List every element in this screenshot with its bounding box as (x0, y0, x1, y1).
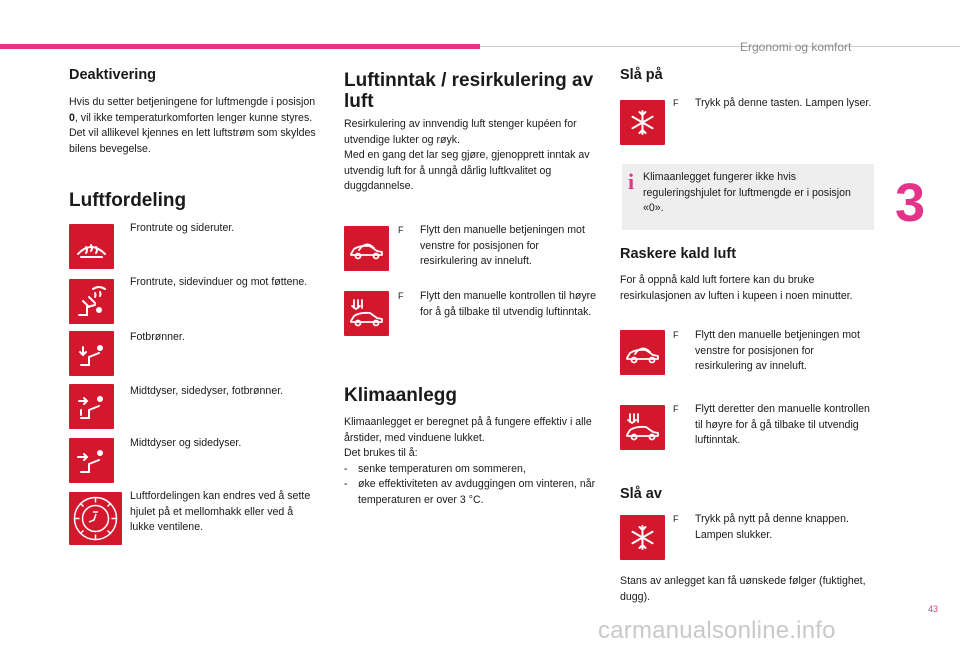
distribution-dial-icon (69, 492, 122, 545)
windscreen-defrost-icon (69, 224, 114, 269)
sla-av-heading: Slå av (620, 486, 662, 502)
outside-air-icon (620, 405, 665, 450)
luftfordeling-item-1-text: Frontrute og sideruter. (130, 222, 235, 234)
list-item: - senke temperaturen om sommeren, (344, 462, 526, 475)
info-box (622, 164, 874, 230)
bullet-marker: F (398, 225, 404, 235)
ac-snowflake-icon (620, 515, 665, 560)
deaktivering-text: Hvis du setter betjeningene for luftmengde i posisjon 0, vil ikke temperaturkomforten lenger kunne styres. Det vil allikevel kjennes en lett luftstrøm som skyldes bilens bevegelse. (69, 96, 316, 155)
sla-av-text: Stans av anlegget kan få uønskede følger (fuktighet, dugg). (620, 575, 866, 603)
raskere-text: For å oppnå kald luft fortere kan du bruke resirkulasjonen av luften i kupeen i noen minutter. (620, 274, 853, 302)
klimaanlegg-list (344, 462, 602, 509)
bullet-text: Flytt den manuelle kontrollen til høyre for å gå tilbake til utvendig luftinntak. (420, 290, 597, 318)
bullet-text: Trykk på denne tasten. Lampen lyser. (695, 97, 872, 109)
header-accent-bar (0, 44, 480, 49)
luftinntak-text: Resirkulering av innvendig luft stenger kupéen for utvendige lukter og røyk. Med en gang det lar seg gjøre, gjenopprett inntak av utvendig luft for å unngå dårlig luftkvalitet og duggdannelse. (344, 118, 590, 192)
header-rule (480, 46, 960, 47)
bullet-text: Flytt den manuelle betjeningen mot venstre for posisjonen for resirkulering av inneluft. (420, 224, 585, 267)
klimaanlegg-heading: Klimaanlegg (344, 385, 457, 406)
bullet-marker: F (398, 291, 404, 301)
face-feet-vent-icon (69, 384, 114, 429)
luftfordeling-heading: Luftfordeling (69, 190, 187, 211)
luftfordeling-item-3-text: Fotbrønner. (130, 331, 185, 343)
bullet-text: Flytt den manuelle betjeningen mot venstre for posisjonen for resirkulering av inneluft. (695, 329, 860, 372)
outside-air-icon (344, 291, 389, 336)
deaktivering-heading: Deaktivering (69, 67, 157, 83)
luftfordeling-item-4-text: Midtdyser, sidedyser, fotbrønner. (130, 385, 284, 397)
list-item: - øke effektiviteten av avduggingen om vinteren, når temperaturen er over 3 °C. (344, 478, 596, 506)
bullet-marker: F (673, 330, 679, 340)
section-header-title: Ergonomi og komfort (740, 40, 852, 54)
luftfordeling-item-6-text: Luftfordelingen kan endres ved å sette hjulet på et mellomhakk eller ved å lukke ventilene. (130, 490, 311, 533)
klimaanlegg-text: Klimaanlegget er beregnet på å fungere effektiv i alle årstider, med vinduene lukket. Det brukes til å: - senke temperaturen om sommeren, - øke effektiviteten av avduggingen om vinteren, når temperaturen er over 3 °C. (344, 415, 602, 508)
bullet-text: Trykk på nytt på denne knappen. Lampen slukker. (695, 513, 849, 541)
feet-vent-icon (69, 331, 114, 376)
bullet-marker: F (673, 98, 679, 108)
ac-snowflake-icon (620, 100, 665, 145)
info-text: Klimaanlegget fungerer ikke hvis reguleringshjulet for luftmengde er i posisjon «0». (643, 171, 851, 214)
luftinntak-heading: Luftinntak / resirkulering av luft (344, 70, 594, 112)
bullet-text: Flytt deretter den manuelle kontrollen til høyre for å gå tilbake til utvendig luftinntak. (695, 403, 870, 446)
bullet-marker: F (673, 404, 679, 414)
bullet-marker: F (673, 514, 679, 524)
face-vent-icon (69, 438, 114, 483)
sla-pa-heading: Slå på (620, 67, 663, 83)
windscreen-feet-icon (69, 279, 114, 324)
luftfordeling-item-5-text: Midtdyser og sidedyser. (130, 437, 242, 449)
page-number: 43 (928, 604, 939, 614)
recirculation-icon (620, 330, 665, 375)
recirculation-icon (344, 226, 389, 271)
luftfordeling-item-2-text: Frontrute, sidevinduer og mot føttene. (130, 276, 308, 288)
raskere-heading: Raskere kald luft (620, 246, 737, 262)
chapter-number: 3 (895, 173, 926, 233)
watermark: carmanualsonline.info (598, 617, 836, 644)
info-icon: i (628, 169, 635, 194)
